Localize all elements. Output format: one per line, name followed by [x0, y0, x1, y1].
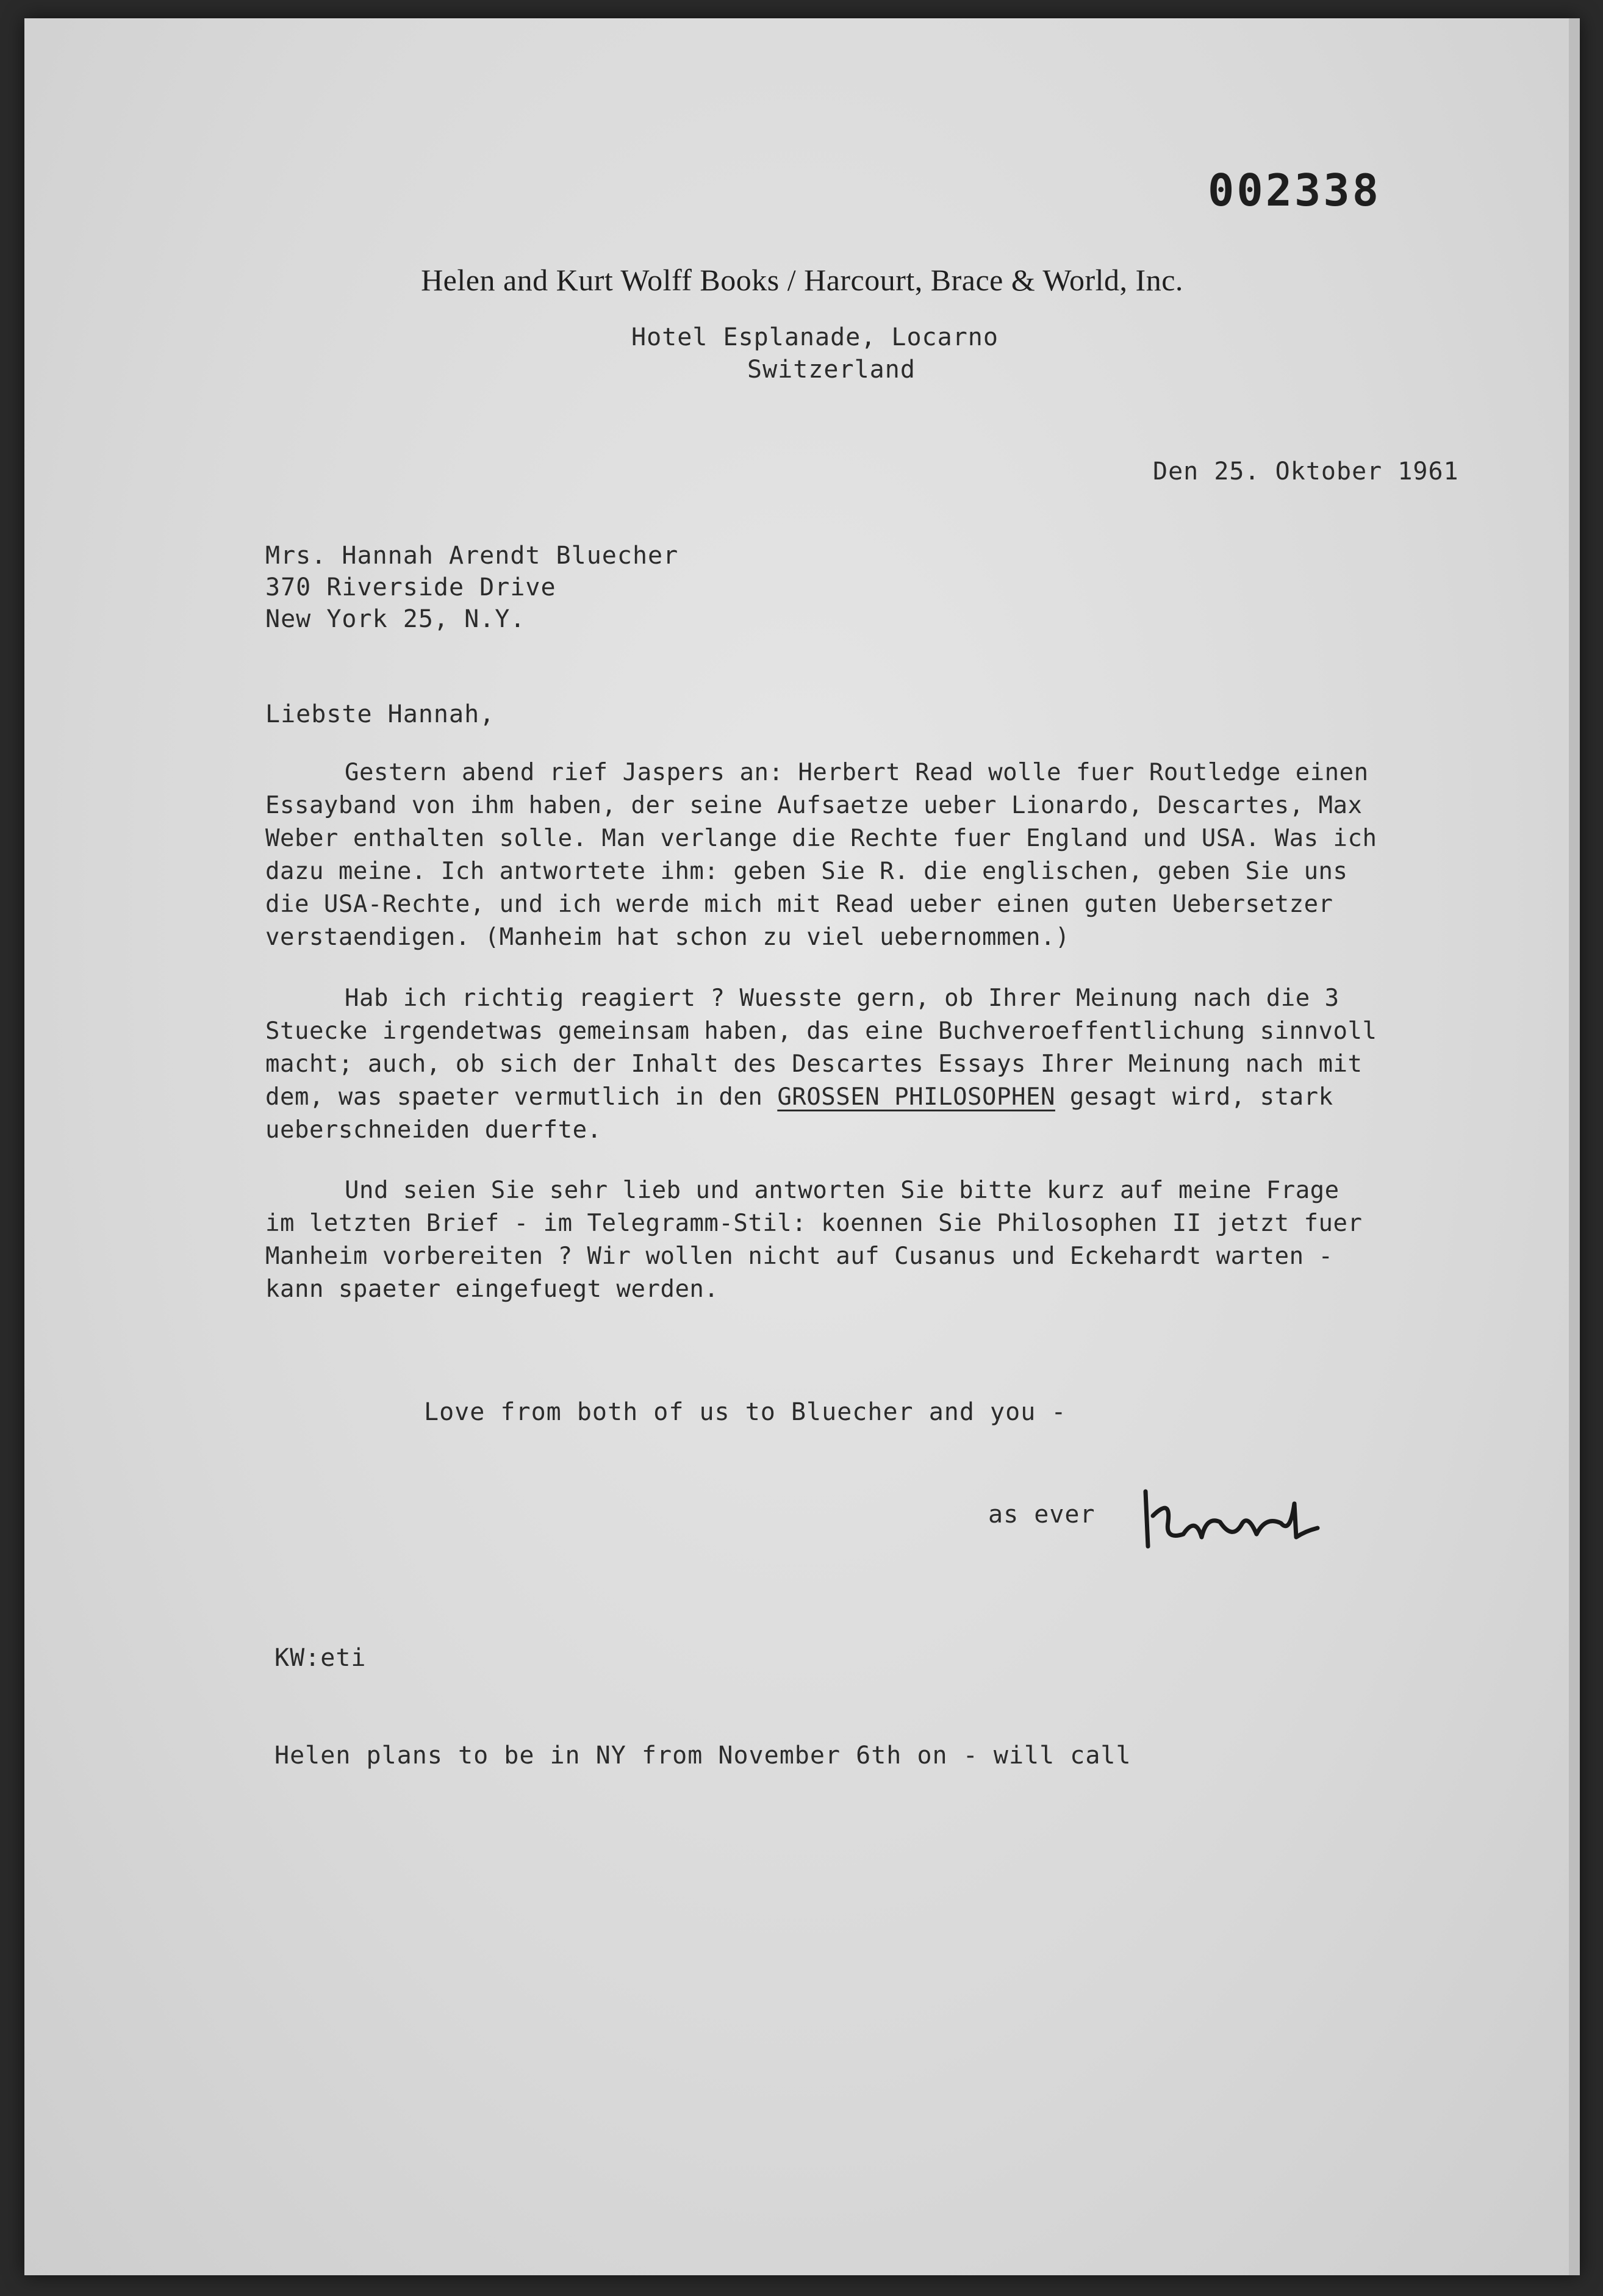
recipient-city: New York 25, N.Y.	[265, 605, 526, 633]
paragraph-3-line: Manheim vorbereiten ? Wir wollen nicht auf Cusanus und Eckehardt warten -	[265, 1243, 1333, 1270]
paragraph-1-line: Gestern abend rief Jaspers an: Herbert Read wolle fuer Routledge einen	[345, 759, 1369, 786]
paragraph-3-line: im letzten Brief - im Telegramm-Stil: koennen Sie Philosophen II jetzt fuer	[265, 1210, 1363, 1237]
paragraph-2	[265, 982, 1467, 1147]
salutation: Liebste Hannah,	[265, 700, 495, 728]
paragraph-3	[265, 1174, 1467, 1306]
letterhead-company: Helen and Kurt Wolff Books / Harcourt, Brace & World, Inc.	[421, 263, 1183, 297]
recipient-name: Mrs. Hannah Arendt Bluecher	[265, 542, 679, 570]
recipient-street: 370 Riverside Drive	[265, 573, 556, 601]
paragraph-2-line: Stuecke irgendetwas gemeinsam haben, das eine Buchveroeffentlichung sinnvoll	[265, 1017, 1377, 1045]
paragraph-1	[265, 756, 1467, 954]
postscript: Helen plans to be in NY from November 6th on - will call	[274, 1742, 1131, 1770]
closing-line: Love from both of us to Bluecher and you -	[424, 1398, 1067, 1426]
paragraph-2-line: ueberschneiden duerfte.	[265, 1116, 602, 1144]
handwritten-signature	[1135, 1479, 1354, 1559]
typist-initials: KW:eti	[274, 1644, 367, 1672]
paragraph-1-line: dazu meine. Ich antwortete ihm: geben Sie R. die englischen, geben Sie uns	[265, 858, 1348, 885]
paragraph-2-line: Hab ich richtig reagiert ? Wuesste gern, ob Ihrer Meinung nach die 3	[345, 985, 1339, 1012]
paragraph-1-line: Weber enthalten solle. Man verlange die Rechte fuer England und USA. Was ich	[265, 825, 1377, 852]
paragraph-2-line: dem, was spaeter vermutlich in den GROSSEN PHILOSOPHEN gesagt wird, stark	[265, 1083, 1333, 1111]
letterhead-address-line1: Hotel Esplanade, Locarno	[631, 323, 999, 351]
underlined-title: GROSSEN PHILOSOPHEN	[777, 1083, 1055, 1111]
paragraph-3-line: Und seien Sie sehr lieb und antworten Sie bitte kurz auf meine Frage	[345, 1177, 1339, 1204]
paragraph-1-line: Essayband von ihm haben, der seine Aufsaetze ueber Lionardo, Descartes, Max	[265, 792, 1363, 819]
letter-page	[24, 18, 1580, 2275]
paragraph-1-line: die USA-Rechte, und ich werde mich mit Read ueber einen guten Uebersetzer	[265, 891, 1333, 918]
paragraph-3-line: kann spaeter eingefuegt werden.	[265, 1275, 719, 1303]
letterhead-address-line2: Switzerland	[747, 356, 916, 384]
paragraph-2-line: macht; auch, ob sich der Inhalt des Descartes Essays Ihrer Meinung nach mit	[265, 1050, 1363, 1078]
paragraph-1-line: verstaendigen. (Manheim hat schon zu viel uebernommen.)	[265, 924, 1070, 951]
letter-date: Den 25. Oktober 1961	[1153, 457, 1459, 486]
document-number: 002338	[1208, 165, 1382, 216]
as-ever: as ever	[988, 1501, 1096, 1529]
